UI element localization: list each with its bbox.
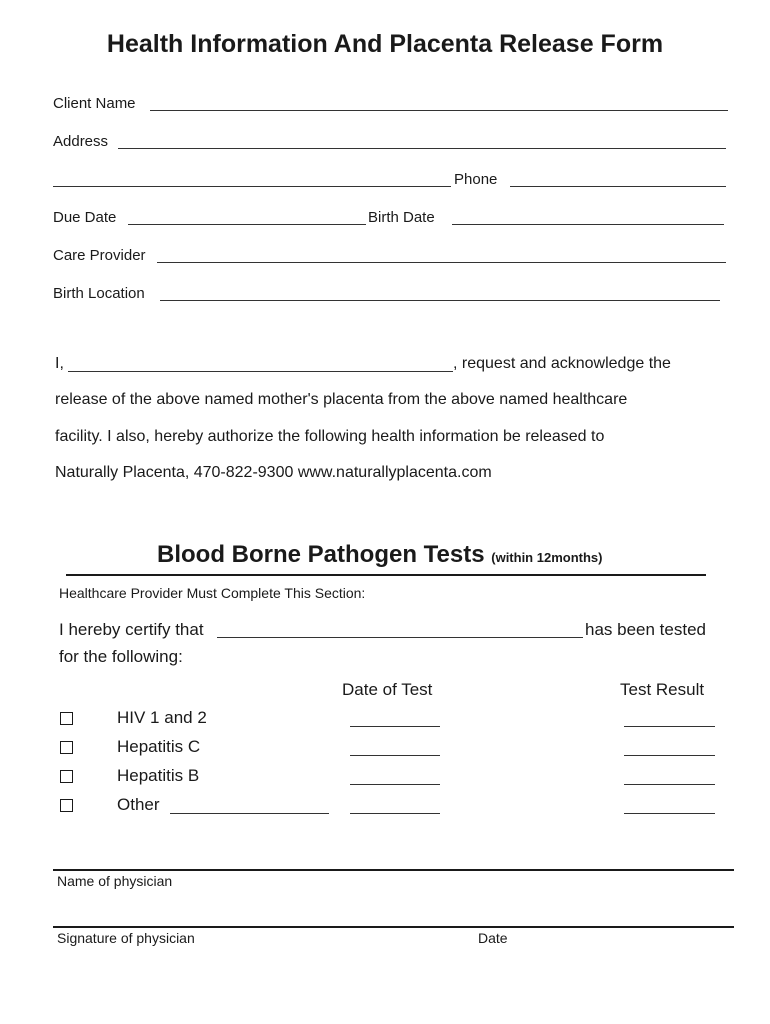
release-prefix: I,	[55, 355, 64, 372]
phone-field[interactable]	[510, 186, 726, 187]
test-label-hepatitis-b: Hepatitis B	[117, 766, 200, 785]
phone-label: Phone	[454, 171, 498, 188]
address-line2-field[interactable]	[53, 186, 451, 187]
other-date-field[interactable]	[350, 813, 440, 814]
physician-signature-field[interactable]	[53, 926, 734, 928]
hepatitis-c-date-field[interactable]	[350, 755, 440, 756]
pathogen-heading	[157, 541, 602, 569]
release-line3: facility. I also, hereby authorize the following health information be released to	[55, 428, 605, 445]
certify-name-field[interactable]	[217, 637, 583, 638]
hepatitis-c-checkbox[interactable]	[60, 741, 73, 754]
test-label-other: Other	[117, 795, 160, 814]
section-divider	[66, 574, 706, 576]
release-line2: release of the above named mother's placenta from the above named healthcare	[55, 391, 628, 408]
pathogen-heading-text: Blood Borne Pathogen Tests	[157, 541, 485, 568]
physician-name-field[interactable]	[53, 869, 734, 871]
hepatitis-b-date-field[interactable]	[350, 784, 440, 785]
due-date-label: Due Date	[53, 209, 117, 226]
provider-note: Healthcare Provider Must Complete This Section:	[59, 585, 366, 601]
hepatitis-b-checkbox[interactable]	[60, 770, 73, 783]
care-provider-label: Care Provider	[53, 247, 146, 264]
care-provider-field[interactable]	[157, 262, 726, 263]
address-field[interactable]	[118, 148, 726, 149]
date-of-test-header: Date of Test	[342, 680, 433, 699]
birth-location-label: Birth Location	[53, 285, 145, 302]
hiv-date-field[interactable]	[350, 726, 440, 727]
test-label-hepatitis-c: Hepatitis C	[117, 737, 201, 756]
physician-name-label: Name of physician	[57, 873, 173, 889]
certify-suffix: has been tested	[585, 620, 706, 639]
birth-date-label: Birth Date	[368, 209, 435, 226]
client-name-field[interactable]	[150, 110, 728, 111]
test-result-header: Test Result	[620, 680, 705, 699]
other-test-name-field[interactable]	[170, 813, 329, 814]
hepatitis-c-result-field[interactable]	[624, 755, 715, 756]
due-date-field[interactable]	[128, 224, 366, 225]
birth-location-field[interactable]	[160, 300, 720, 301]
certify-line2: for the following:	[59, 647, 183, 666]
hepatitis-b-result-field[interactable]	[624, 784, 715, 785]
hiv-result-field[interactable]	[624, 726, 715, 727]
release-line1: , request and acknowledge the	[453, 355, 671, 372]
form-title: Health Information And Placenta Release Form	[106, 30, 664, 58]
hiv-checkbox[interactable]	[60, 712, 73, 725]
client-name-label: Client Name	[53, 95, 136, 112]
signature-date-label: Date	[478, 930, 508, 946]
test-label-hiv: HIV 1 and 2	[117, 708, 207, 727]
release-name-field[interactable]	[68, 371, 453, 372]
physician-signature-label: Signature of physician	[57, 930, 195, 946]
birth-date-field[interactable]	[452, 224, 724, 225]
release-line4: Naturally Placenta, 470-822-9300 www.naturallyplacenta.com	[55, 464, 492, 481]
other-checkbox[interactable]	[60, 799, 73, 812]
pathogen-heading-note: (within 12months)	[491, 550, 603, 565]
other-result-field[interactable]	[624, 813, 715, 814]
address-label: Address	[53, 133, 109, 150]
certify-prefix: I hereby certify that	[59, 620, 204, 639]
